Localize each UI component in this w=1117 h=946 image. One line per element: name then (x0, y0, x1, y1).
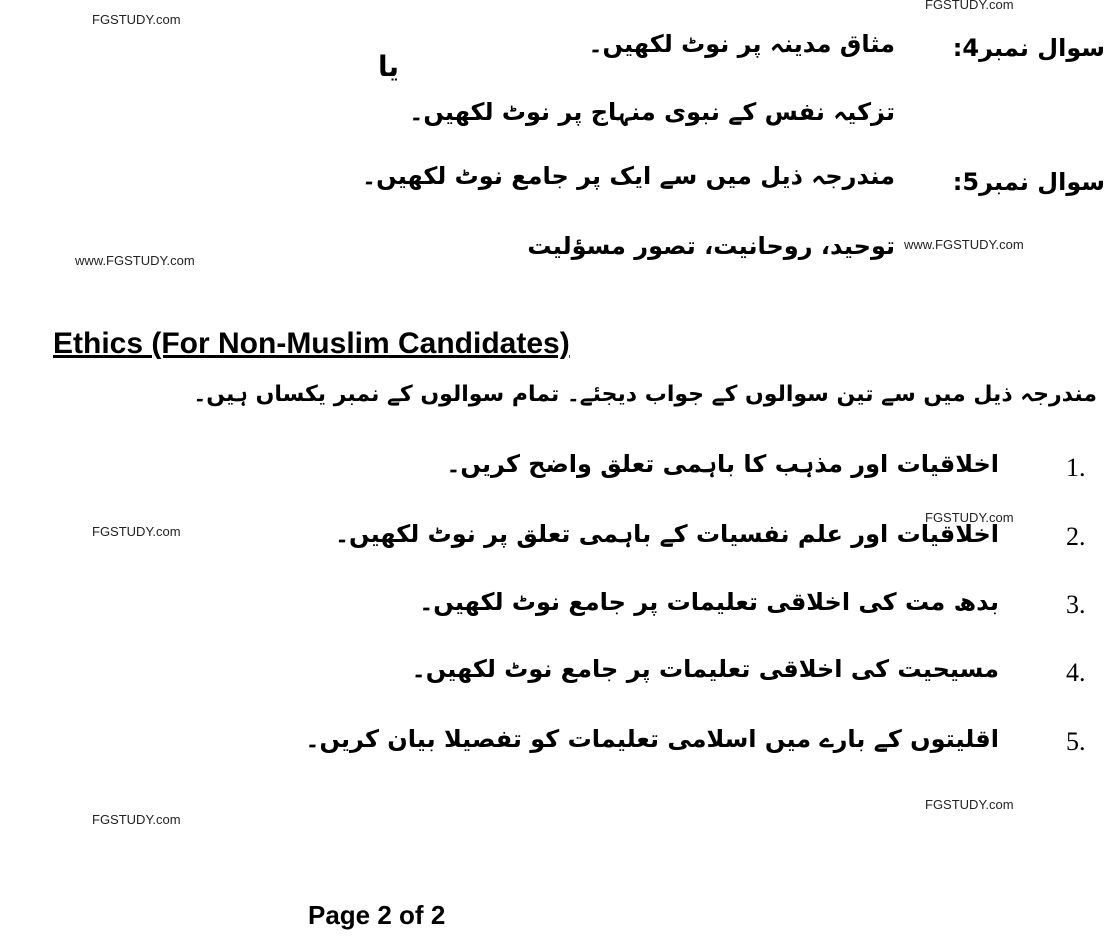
watermark: FGSTUDY.com (92, 812, 181, 827)
watermark: FGSTUDY.com (925, 797, 1014, 812)
watermark: www.FGSTUDY.com (75, 253, 195, 268)
question-text: اخلاقیات اور علم نفسیات کے باہمی تعلق پر نوٹ لکھیں۔ (334, 520, 999, 548)
question-number: 2. (1066, 522, 1086, 551)
question-number: 5. (1066, 727, 1086, 756)
question-number: 3. (1066, 590, 1086, 619)
question-5-topics: توحید، روحانیت، تصور مسؤلیت (527, 232, 895, 260)
watermark: FGSTUDY.com (92, 12, 181, 27)
page-number: Page 2 of 2 (308, 900, 446, 930)
question-5-label: سوال نمبر5: (952, 168, 1105, 196)
question-text: اقلیتوں کے بارے میں اسلامی تعلیمات کو تفصیلا بیان کریں۔ (305, 725, 999, 753)
question-number: 4. (1066, 658, 1086, 687)
question-text: مسیحیت کی اخلاقی تعلیمات پر جامع نوٹ لکھیں۔ (411, 655, 999, 683)
watermark: www.FGSTUDY.com (904, 237, 1024, 252)
section-heading: Ethics (For Non-Muslim Candidates) (53, 327, 570, 360)
or-label: یا (378, 50, 400, 83)
question-text: بدھ مت کی اخلاقی تعلیمات پر جامع نوٹ لکھیں۔ (419, 588, 999, 616)
watermark: FGSTUDY.com (92, 524, 181, 539)
watermark: FGSTUDY.com (925, 510, 1014, 525)
question-4-text: مثاق مدینہ پر نوٹ لکھیں۔ (588, 30, 895, 58)
question-number: 1. (1066, 453, 1086, 482)
instruction: مندرجہ ذیل میں سے تین سوالوں کے جواب دیجئے۔ تمام سوالوں کے نمبر یکساں ہیں۔ (193, 382, 1097, 407)
question-5-text: مندرجہ ذیل میں سے ایک پر جامع نوٹ لکھیں۔ (362, 162, 895, 190)
question-4-label: سوال نمبر4: (952, 34, 1105, 62)
question-4-alternative: تزکیہ نفس کے نبوی منہاج پر نوٹ لکھیں۔ (409, 98, 895, 126)
watermark: FGSTUDY.com (925, 0, 1014, 12)
question-text: اخلاقیات اور مذہب کا باہمی تعلق واضح کریں۔ (446, 450, 999, 478)
